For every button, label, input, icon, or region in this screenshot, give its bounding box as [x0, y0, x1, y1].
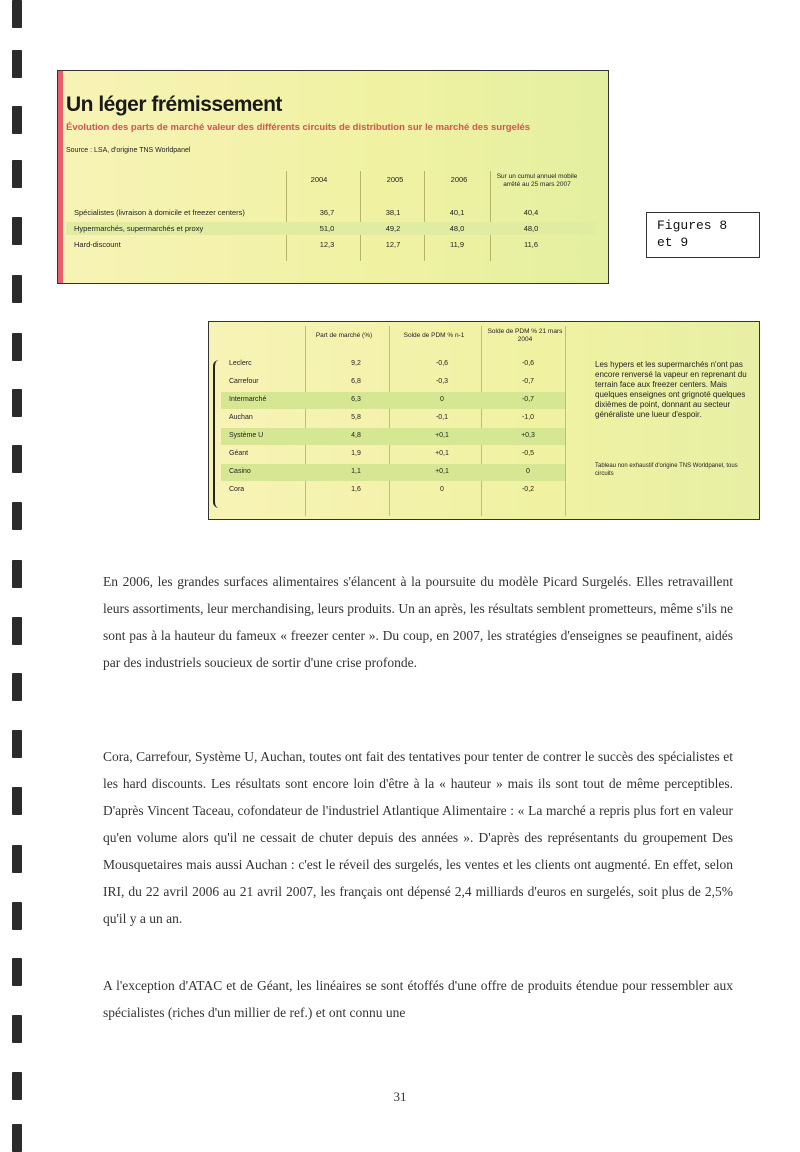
page-number: 31 [393, 1089, 407, 1104]
table-row [221, 410, 565, 427]
binder-hole [12, 445, 22, 473]
cell-value: 49,2 [385, 224, 401, 233]
cell-value: -1,0 [521, 414, 535, 421]
binder-hole [12, 730, 22, 758]
column-divider [565, 326, 566, 516]
cell-value: -0,3 [435, 378, 449, 385]
column-header: 2005 [386, 175, 404, 184]
cell-value: 9,2 [351, 360, 361, 367]
binder-hole [12, 160, 22, 188]
table-row [221, 392, 565, 409]
cell-value: 51,0 [319, 224, 335, 233]
grouping-brace [213, 360, 221, 508]
binder-hole [12, 50, 22, 78]
binder-hole [12, 845, 22, 873]
column-header: Solde de PDM % 21 mars 2004 [487, 328, 563, 343]
cell-value: 6,3 [351, 396, 361, 403]
paragraph-text: En 2006, les grandes surfaces alimentaires s'élancent à la poursuite du modèle Picard Surgelés. Elles retravaillent leurs assortiments, leur merchandising, leurs produits. Un an après, les résultats semblent prometteurs, même s'ils ne sont pas à la hauteur du fameux « freezer center ». Du coup, en 2007, les stratégies d'enseignes se peaufinent, aidés par des industriels soucieux de sortir d'une crise profonde. [103, 574, 733, 670]
binder-hole [12, 787, 22, 815]
table-row [66, 222, 596, 235]
row-label: Cora [229, 486, 245, 493]
figure-label-box [646, 212, 760, 258]
binder-hole [12, 217, 22, 245]
figure-subtitle: Évolution des parts de marché valeur des différents circuits de distribution sur le marché des surgelés [66, 122, 531, 133]
table-row [66, 238, 596, 251]
binder-hole [12, 1072, 22, 1100]
figure-title: Un léger frémissement [66, 93, 282, 116]
table-row [66, 206, 596, 219]
figure-source: Source : LSA, d'origine TNS Worldpanel [66, 147, 191, 154]
row-label: Auchan [229, 414, 253, 421]
column-header: 2006 [450, 175, 468, 184]
cell-value: 4,8 [351, 432, 361, 439]
cell-value: 0 [440, 486, 444, 493]
paragraph-text: A l'exception d'ATAC et de Géant, les linéaires se sont étoffés d'une offre de produits étendue pour ressembler aux spécialistes (riches d'un millier de ref.) et ont connu une [103, 978, 733, 1020]
cell-value: -0,5 [521, 450, 535, 457]
cell-value: 5,8 [351, 414, 361, 421]
cell-value: -0,7 [521, 378, 535, 385]
cell-value: 11,6 [523, 240, 539, 249]
column-header: Solde de PDM % n-1 [403, 332, 465, 339]
cell-value: 40,4 [523, 208, 539, 217]
row-label: Leclerc [229, 360, 252, 367]
binder-hole [12, 1015, 22, 1043]
row-label: Casino [229, 468, 251, 475]
cell-value: 6,8 [351, 378, 361, 385]
cell-value: 48,0 [523, 224, 539, 233]
column-header: 2004 [310, 175, 328, 184]
binder-hole [12, 617, 22, 645]
binder-hole [12, 333, 22, 361]
cell-value: -0,1 [435, 414, 449, 421]
figure-label-line: Figures 8 [657, 218, 728, 233]
binder-hole [12, 389, 22, 417]
figure-note: Les hypers et les supermarchés n'ont pas encore renversé la vapeur en reprenant du terrain face aux freezer centers. Mais quelques enseignes ont grignoté quelques dixièmes de point, donnant au secteur généraliste une lueur d'espoir. [595, 360, 747, 419]
cell-value: 1,1 [351, 468, 361, 475]
table-row [221, 464, 565, 481]
table-row [221, 482, 565, 499]
cell-value: 12,7 [385, 240, 401, 249]
paragraph [103, 568, 733, 676]
row-label: Spécialistes (livraison à domicile et freezer centers) [74, 208, 245, 217]
accent-bar [58, 71, 63, 283]
table-row [221, 428, 565, 445]
paragraph [103, 743, 733, 932]
cell-value: +0,1 [435, 432, 449, 439]
cell-value: -0,6 [521, 360, 535, 367]
binder-hole [12, 958, 22, 986]
cell-value: +0,3 [521, 432, 535, 439]
paragraph-text: Cora, Carrefour, Système U, Auchan, toutes ont fait des tentatives pour tenter de contrer le succès des spécialistes et les hard discounts. Les résultats sont encore loin d'être à la « hauteur » mais ils sont tout de même perceptibles. D'après Vincent Taceau, cofondateur de l'industriel Atlantique Alimentaire : « La marché a repris plus fort en valeur qu'en volume alors qu'il ne cessait de chuter depuis des années ». D'après des représentants du groupement Des Mousquetaires mais aussi Auchan : c'est le réveil des surgelés, les ventes et les clients ont augmenté. En effet, selon IRI, du 22 avril 2006 au 21 avril 2007, les français ont dépensé 2,4 milliards d'euros en surgelés, soit plus de 2,5% qu'il y a un an. [103, 749, 733, 926]
row-label: Hard-discount [74, 240, 121, 249]
cell-value: +0,1 [435, 450, 449, 457]
cell-value: 1,6 [351, 486, 361, 493]
cell-value: 0 [440, 396, 444, 403]
row-label: Intermarché [229, 396, 267, 403]
cell-value: 12,3 [319, 240, 335, 249]
column-header: Part de marché (%) [315, 332, 373, 339]
binder-hole [12, 1124, 22, 1152]
figure-retailer-table [208, 321, 760, 520]
cell-value: 0 [526, 468, 530, 475]
row-label: Hypermarchés, supermarchés et proxy [74, 224, 204, 233]
binder-holes [12, 0, 24, 1152]
binder-hole [12, 0, 22, 28]
table-row [221, 356, 565, 373]
binder-hole [12, 673, 22, 701]
figure-market-share-table [57, 70, 609, 284]
paragraph [103, 972, 733, 1026]
cell-value: -0,6 [435, 360, 449, 367]
binder-hole [12, 902, 22, 930]
binder-hole [12, 106, 22, 134]
row-label: Système U [229, 432, 264, 439]
cell-value: -0,2 [521, 486, 535, 493]
cell-value: 40,1 [449, 208, 465, 217]
cell-value: 38,1 [385, 208, 401, 217]
figure-label-line: et 9 [657, 235, 689, 250]
cell-value: 1,9 [351, 450, 361, 457]
row-label: Géant [229, 450, 249, 457]
cell-value: -0,7 [521, 396, 535, 403]
figure-note-source: Tableau non exhaustif d'origine TNS Worldpanel, tous circuits [595, 463, 738, 477]
cell-value: 48,0 [449, 224, 465, 233]
cell-value: +0,1 [435, 468, 449, 475]
cell-value: 36,7 [319, 208, 335, 217]
table-row [221, 374, 565, 391]
binder-hole [12, 560, 22, 588]
column-header: Sur un cumul annuel mobile arrêté au 25 mars 2007 [496, 173, 578, 188]
binder-hole [12, 275, 22, 303]
table-row [221, 446, 565, 463]
cell-value: 11,9 [449, 240, 465, 249]
row-label: Carrefour [229, 378, 259, 385]
binder-hole [12, 502, 22, 530]
